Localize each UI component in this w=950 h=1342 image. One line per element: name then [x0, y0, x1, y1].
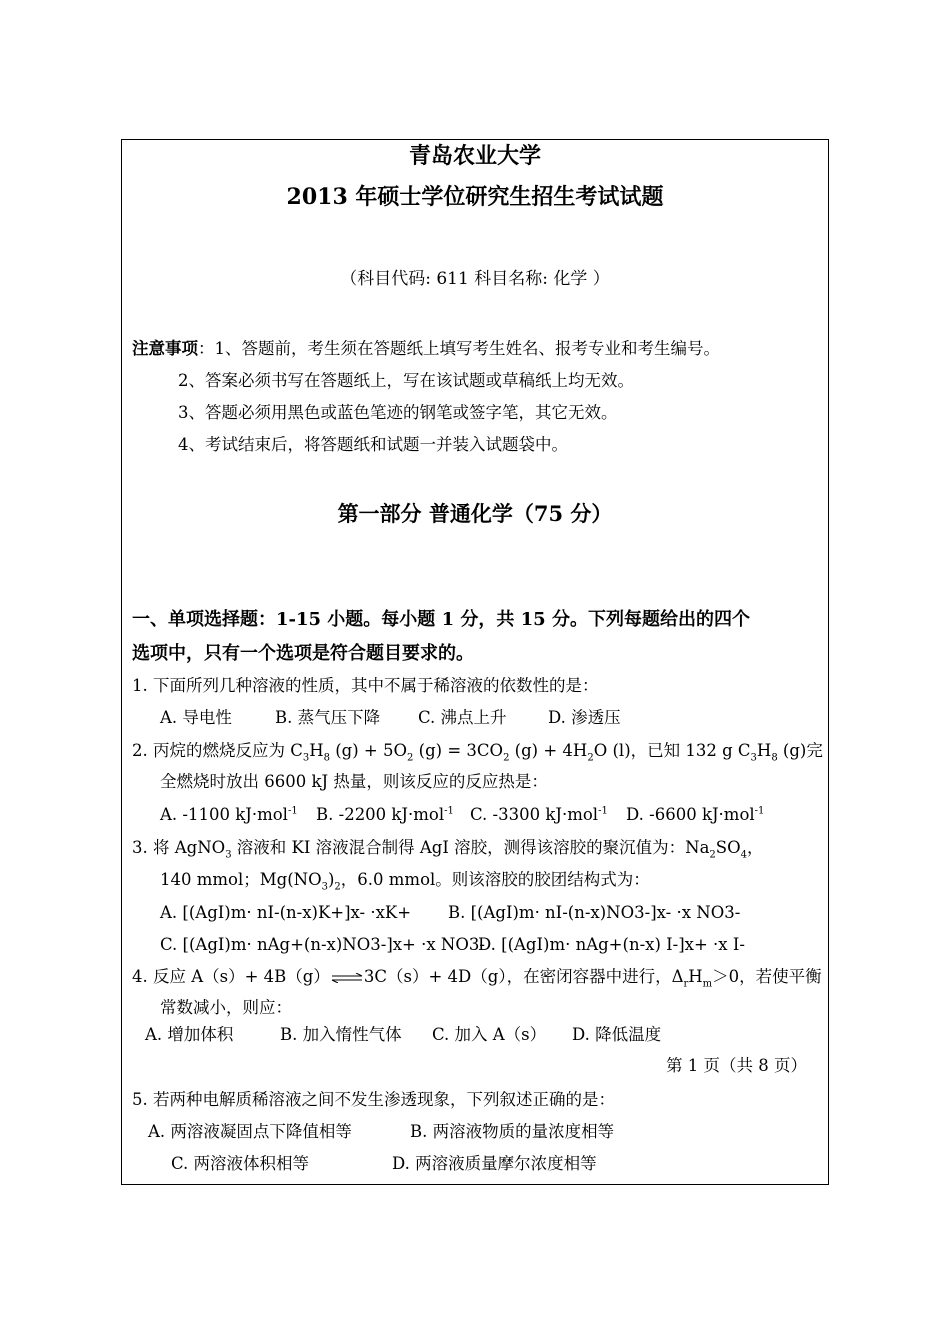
q2-stem-line2: 全燃烧时放出 6600 kJ 热量，则该反应的反应热是：	[160, 772, 548, 791]
q1-option-c: C. 沸点上升	[418, 708, 507, 727]
university-name: 青岛农业大学	[408, 143, 541, 169]
q2-option-c: C. -3300 kJ·mol$^{-1}$	[470, 805, 608, 824]
q3-option-d: D. [(AgI)m· nAg+(n-x) I-]x+ ·x I-	[478, 935, 745, 954]
q1-option-a: A. 导电性	[160, 708, 232, 727]
q3-option-b: B. [(AgI)m· nI-(n-x)NO3-]x- ·x NO3-	[448, 903, 741, 922]
q5-option-c: C. 两溶液体积相等	[171, 1154, 310, 1173]
part-title: 第一部分 普通化学（75 分）	[337, 501, 613, 526]
equilibrium-arrow-icon	[330, 973, 364, 983]
q3-stem-line2: 140 mmol；$Mg(NO_3)_2$，6.0 mmol。则该溶胶的胶团结构式为：	[160, 870, 650, 893]
q5-option-d: D. 两溶液质量摩尔浓度相等	[392, 1154, 597, 1173]
q1-option-d: D. 渗透压	[548, 708, 621, 727]
section-heading-line1: 一、单项选择题：1-15 小题。每小题 1 分，共 15 分。下列每题给出的四个	[132, 609, 750, 630]
q5-option-b: B. 两溶液物质的量浓度相等	[410, 1122, 615, 1141]
q4-option-b: B. 加入惰性气体	[280, 1025, 402, 1044]
q4-stem: 4. 反应 A（s）+ 4B（g） 3C（s）+ 4D（g），在密闭容器中进行，$\Delta_rH_m>0$，若使平衡	[132, 967, 822, 990]
subject-line: （科目代码: 611 科目名称: 化学 ）	[340, 269, 610, 289]
q3-option-a: A. [(AgI)m· nI-(n-x)K+]x- ·xK+	[160, 903, 412, 922]
page-number: 第 1 页（共 8 页）	[666, 1056, 807, 1075]
q4-stem-line2: 常数减小，则应：	[160, 998, 292, 1017]
q5-option-a: A. 两溶液凝固点下降值相等	[148, 1122, 352, 1141]
notice-item-4: 4、考试结束后，将答题纸和试题一并装入试题袋中。	[178, 435, 568, 454]
notice-label: 注意事项	[132, 339, 198, 358]
notice-item-1: 注意事项：1、答题前，考生须在答题纸上填写考生姓名、报考专业和考生编号。	[132, 339, 720, 358]
q5-stem: 5. 若两种电解质稀溶液之间不发生渗透现象，下列叙述正确的是：	[132, 1090, 615, 1109]
section-heading-line2: 选项中，只有一个选项是符合题目要求的。	[132, 643, 474, 664]
q2-option-a: A. -1100 kJ·mol$^{-1}$	[160, 805, 298, 824]
q2-option-b: B. -2200 kJ·mol$^{-1}$	[316, 805, 454, 824]
notice-item-3: 3、答题必须用黑色或蓝色笔迹的钢笔或签字笔，其它无效。	[178, 403, 618, 422]
notice-item-2: 2、答案必须书写在答题纸上，写在该试题或草稿纸上均无效。	[178, 371, 634, 390]
q1-option-b: B. 蒸气压下降	[275, 708, 381, 727]
q3-option-c: C. [(AgI)m· nAg+(n-x)NO3-]x+ ·x NO3-	[160, 935, 485, 954]
q2-option-d: D. -6600 kJ·mol$^{-1}$	[626, 805, 765, 824]
q2-stem: 2. 丙烷的燃烧反应为 $C_3H_8$ $(g) + 5O_2$ $(g) = 3CO_2$ $(g) + 4H_2O$ (l)，已知 132 g $C_3H_8$ (g)完	[132, 741, 823, 764]
q3-stem: 3. 将 AgNO$_3$ 溶液和 KI 溶液混合制得 AgI 溶胶，测得该溶胶的聚沉值为：$Na_2SO_4$，	[132, 838, 764, 861]
q4-option-c: C. 加入 A（s）	[432, 1025, 547, 1044]
q1-stem: 1. 下面所列几种溶液的性质，其中不属于稀溶液的依数性的是：	[132, 676, 599, 695]
q4-option-a: A. 增加体积	[145, 1025, 234, 1044]
q4-option-d: D. 降低温度	[572, 1025, 662, 1044]
exam-title: 2013 年硕士学位研究生招生考试试题	[286, 184, 664, 210]
